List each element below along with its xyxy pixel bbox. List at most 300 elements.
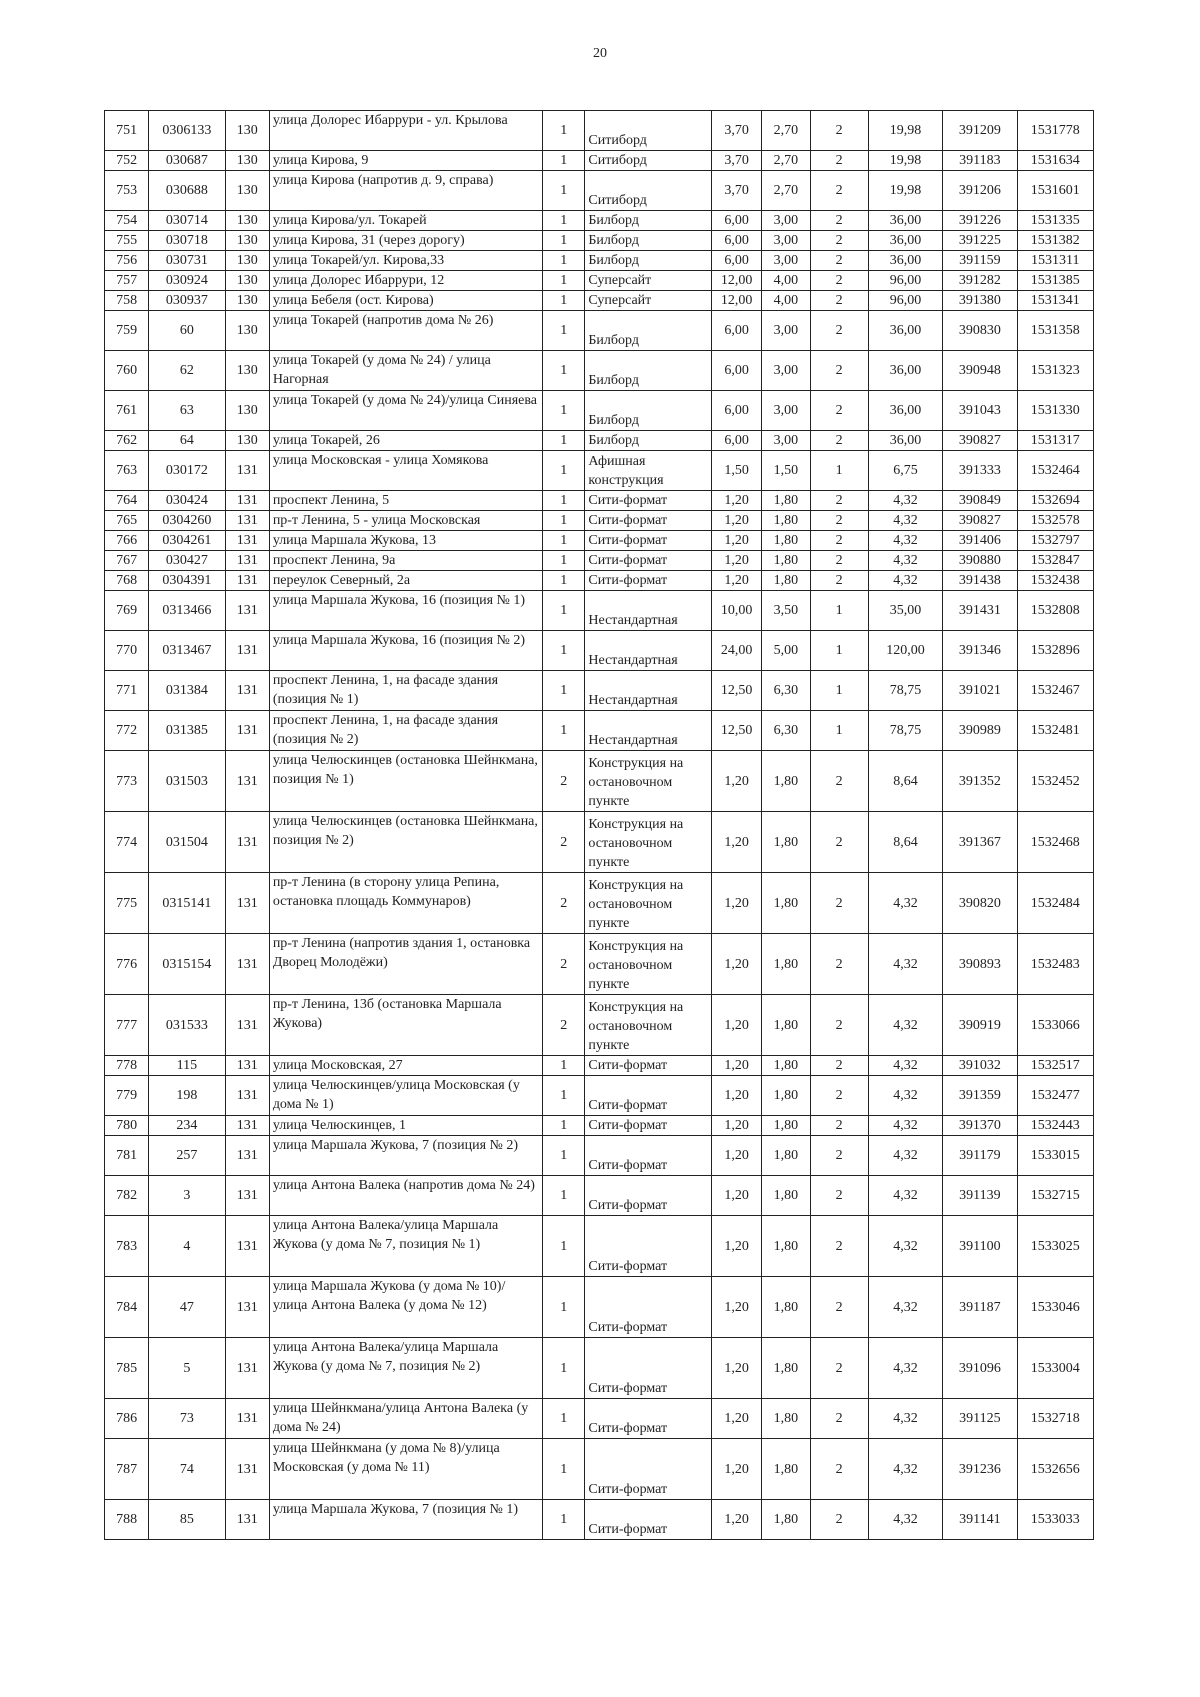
cell-sides: 1	[543, 551, 585, 571]
cell-zone-code: 130	[225, 291, 269, 311]
cell-coord-y: 1531317	[1017, 431, 1093, 451]
cell-area: 19,98	[868, 111, 942, 151]
cell-row-number: 784	[105, 1277, 149, 1338]
cell-address: улица Токарей, 26	[269, 431, 542, 451]
cell-sides: 1	[543, 631, 585, 671]
cell-height: 1,80	[762, 1277, 810, 1338]
cell-width: 6,00	[712, 211, 762, 231]
cell-height: 1,80	[762, 491, 810, 511]
table-row	[105, 111, 1094, 151]
cell-address: улица Токарей (у дома № 24)/улица Синяева	[269, 391, 542, 431]
cell-structure-type: Суперсайт	[585, 271, 712, 291]
cell-row-number: 765	[105, 511, 149, 531]
cell-row-number: 768	[105, 571, 149, 591]
table-row	[105, 431, 1094, 451]
cell-area: 36,00	[868, 431, 942, 451]
cell-width: 1,20	[712, 1216, 762, 1277]
cell-structure-id: 030714	[149, 211, 225, 231]
cell-sides-count: 2	[810, 995, 868, 1056]
cell-width: 12,00	[712, 271, 762, 291]
cell-zone-code: 131	[225, 1399, 269, 1439]
cell-sides-count: 2	[810, 351, 868, 391]
cell-zone-code: 131	[225, 531, 269, 551]
cell-width: 1,20	[712, 1338, 762, 1399]
cell-coord-x: 391370	[943, 1116, 1017, 1136]
table-row	[105, 812, 1094, 873]
cell-width: 1,20	[712, 1116, 762, 1136]
cell-sides: 1	[543, 1136, 585, 1176]
cell-coord-y: 1532483	[1017, 934, 1093, 995]
cell-structure-id: 030731	[149, 251, 225, 271]
cell-area: 4,32	[868, 1056, 942, 1076]
cell-row-number: 761	[105, 391, 149, 431]
cell-sides-count: 2	[810, 571, 868, 591]
cell-zone-code: 130	[225, 271, 269, 291]
cell-row-number: 753	[105, 171, 149, 211]
cell-address: улица Кирова, 9	[269, 151, 542, 171]
cell-height: 1,80	[762, 1136, 810, 1176]
cell-sides: 1	[543, 1116, 585, 1136]
cell-zone-code: 131	[225, 511, 269, 531]
cell-sides: 1	[543, 151, 585, 171]
cell-sides: 2	[543, 995, 585, 1056]
cell-zone-code: 130	[225, 431, 269, 451]
cell-structure-id: 0306133	[149, 111, 225, 151]
cell-row-number: 780	[105, 1116, 149, 1136]
cell-coord-y: 1533066	[1017, 995, 1093, 1056]
cell-coord-x: 391236	[943, 1439, 1017, 1500]
cell-structure-type: Сити-формат	[585, 571, 712, 591]
table-row	[105, 1500, 1094, 1540]
cell-row-number: 762	[105, 431, 149, 451]
cell-width: 1,20	[712, 873, 762, 934]
cell-area: 36,00	[868, 211, 942, 231]
cell-zone-code: 131	[225, 751, 269, 812]
cell-sides: 1	[543, 1176, 585, 1216]
cell-width: 1,20	[712, 511, 762, 531]
cell-height: 3,00	[762, 391, 810, 431]
cell-coord-x: 391032	[943, 1056, 1017, 1076]
cell-coord-x: 390849	[943, 491, 1017, 511]
cell-sides: 1	[543, 271, 585, 291]
cell-coord-x: 391226	[943, 211, 1017, 231]
cell-sides: 1	[543, 1277, 585, 1338]
cell-sides-count: 2	[810, 751, 868, 812]
cell-address: улица Кирова (напротив д. 9, справа)	[269, 171, 542, 211]
cell-width: 3,70	[712, 151, 762, 171]
cell-coord-y: 1532694	[1017, 491, 1093, 511]
cell-structure-id: 74	[149, 1439, 225, 1500]
cell-area: 4,32	[868, 1399, 942, 1439]
cell-address: пр-т Ленина (в сторону улица Репина, остановка площадь Коммунаров)	[269, 873, 542, 934]
cell-sides-count: 2	[810, 1136, 868, 1176]
cell-sides-count: 2	[810, 511, 868, 531]
cell-height: 4,00	[762, 271, 810, 291]
cell-zone-code: 131	[225, 1439, 269, 1500]
table-row	[105, 311, 1094, 351]
cell-structure-type: Сити-формат	[585, 531, 712, 551]
cell-area: 4,32	[868, 1216, 942, 1277]
cell-zone-code: 130	[225, 391, 269, 431]
cell-height: 1,80	[762, 1176, 810, 1216]
cell-row-number: 751	[105, 111, 149, 151]
cell-structure-id: 62	[149, 351, 225, 391]
cell-row-number: 752	[105, 151, 149, 171]
cell-zone-code: 131	[225, 1116, 269, 1136]
cell-coord-y: 1531323	[1017, 351, 1093, 391]
cell-row-number: 756	[105, 251, 149, 271]
cell-height: 6,30	[762, 671, 810, 711]
cell-zone-code: 131	[225, 671, 269, 711]
cell-row-number: 777	[105, 995, 149, 1056]
table-row	[105, 1056, 1094, 1076]
table-row	[105, 671, 1094, 711]
cell-area: 4,32	[868, 571, 942, 591]
cell-address: улица Челюскинцев/улица Московская (у дома № 1)	[269, 1076, 542, 1116]
cell-coord-x: 391100	[943, 1216, 1017, 1277]
cell-sides: 2	[543, 812, 585, 873]
cell-address: улица Челюскинцев, 1	[269, 1116, 542, 1136]
cell-sides: 1	[543, 511, 585, 531]
cell-coord-x: 391179	[943, 1136, 1017, 1176]
cell-structure-type: Сити-формат	[585, 1076, 712, 1116]
cell-area: 8,64	[868, 751, 942, 812]
cell-coord-y: 1533033	[1017, 1500, 1093, 1540]
table-row	[105, 873, 1094, 934]
cell-zone-code: 131	[225, 1136, 269, 1176]
cell-structure-type: Ситиборд	[585, 151, 712, 171]
table-row	[105, 1277, 1094, 1338]
table-row	[105, 211, 1094, 231]
cell-area: 19,98	[868, 151, 942, 171]
cell-coord-y: 1531341	[1017, 291, 1093, 311]
cell-height: 1,80	[762, 1439, 810, 1500]
cell-address: улица Антона Валека/улица Маршала Жукова (у дома № 7, позиция № 1)	[269, 1216, 542, 1277]
cell-address: улица Токарей/ул. Кирова,33	[269, 251, 542, 271]
cell-coord-x: 390880	[943, 551, 1017, 571]
cell-area: 36,00	[868, 391, 942, 431]
cell-width: 1,20	[712, 812, 762, 873]
cell-structure-type: Сити-формат	[585, 491, 712, 511]
cell-row-number: 754	[105, 211, 149, 231]
cell-coord-x: 391043	[943, 391, 1017, 431]
cell-coord-x: 391359	[943, 1076, 1017, 1116]
cell-coord-y: 1532656	[1017, 1439, 1093, 1500]
cell-structure-id: 030937	[149, 291, 225, 311]
cell-structure-id: 64	[149, 431, 225, 451]
cell-structure-id: 3	[149, 1176, 225, 1216]
table-row	[105, 631, 1094, 671]
cell-coord-x: 391406	[943, 531, 1017, 551]
cell-width: 6,00	[712, 351, 762, 391]
cell-structure-id: 60	[149, 311, 225, 351]
cell-structure-type: Сити-формат	[585, 1116, 712, 1136]
cell-structure-id: 234	[149, 1116, 225, 1136]
cell-zone-code: 131	[225, 995, 269, 1056]
cell-sides: 1	[543, 311, 585, 351]
cell-coord-x: 391183	[943, 151, 1017, 171]
cell-coord-y: 1532715	[1017, 1176, 1093, 1216]
cell-coord-y: 1532464	[1017, 451, 1093, 491]
cell-structure-id: 0313466	[149, 591, 225, 631]
cell-sides: 1	[543, 1076, 585, 1116]
cell-width: 24,00	[712, 631, 762, 671]
table-row	[105, 491, 1094, 511]
cell-row-number: 786	[105, 1399, 149, 1439]
cell-area: 4,32	[868, 1136, 942, 1176]
cell-zone-code: 131	[225, 491, 269, 511]
cell-zone-code: 131	[225, 1277, 269, 1338]
cell-structure-id: 0315154	[149, 934, 225, 995]
cell-address: улица Токарей (напротив дома № 26)	[269, 311, 542, 351]
cell-height: 1,80	[762, 511, 810, 531]
cell-sides: 1	[543, 291, 585, 311]
cell-sides-count: 2	[810, 311, 868, 351]
cell-sides: 1	[543, 171, 585, 211]
cell-zone-code: 131	[225, 812, 269, 873]
cell-address: улица Бебеля (ост. Кирова)	[269, 291, 542, 311]
cell-structure-id: 0304391	[149, 571, 225, 591]
cell-width: 12,00	[712, 291, 762, 311]
cell-width: 6,00	[712, 311, 762, 351]
cell-address: улица Долорес Ибаррури - ул. Крылова	[269, 111, 542, 151]
cell-sides: 1	[543, 671, 585, 711]
cell-sides: 1	[543, 1338, 585, 1399]
cell-height: 3,00	[762, 251, 810, 271]
cell-coord-x: 391141	[943, 1500, 1017, 1540]
cell-zone-code: 131	[225, 591, 269, 631]
cell-height: 1,80	[762, 751, 810, 812]
cell-coord-y: 1532847	[1017, 551, 1093, 571]
cell-row-number: 763	[105, 451, 149, 491]
cell-sides-count: 2	[810, 1399, 868, 1439]
cell-sides-count: 2	[810, 271, 868, 291]
cell-structure-type: Сити-формат	[585, 1399, 712, 1439]
cell-height: 1,50	[762, 451, 810, 491]
cell-coord-x: 390989	[943, 711, 1017, 751]
cell-sides: 1	[543, 391, 585, 431]
cell-width: 1,20	[712, 1176, 762, 1216]
cell-address: улица Антона Валека/улица Маршала Жукова (у дома № 7, позиция № 2)	[269, 1338, 542, 1399]
cell-structure-type: Нестандартная	[585, 631, 712, 671]
cell-zone-code: 131	[225, 934, 269, 995]
cell-structure-type: Билборд	[585, 431, 712, 451]
cell-coord-y: 1532808	[1017, 591, 1093, 631]
cell-zone-code: 131	[225, 1056, 269, 1076]
cell-address: проспект Ленина, 9а	[269, 551, 542, 571]
cell-sides: 1	[543, 1500, 585, 1540]
cell-sides-count: 2	[810, 491, 868, 511]
table-row	[105, 451, 1094, 491]
cell-sides-count: 2	[810, 1056, 868, 1076]
cell-row-number: 785	[105, 1338, 149, 1399]
cell-coord-x: 391139	[943, 1176, 1017, 1216]
cell-coord-x: 391096	[943, 1338, 1017, 1399]
cell-structure-id: 115	[149, 1056, 225, 1076]
cell-area: 35,00	[868, 591, 942, 631]
table-row	[105, 171, 1094, 211]
cell-sides-count: 1	[810, 631, 868, 671]
cell-row-number: 787	[105, 1439, 149, 1500]
cell-coord-y: 1532797	[1017, 531, 1093, 551]
cell-zone-code: 131	[225, 1216, 269, 1277]
cell-row-number: 771	[105, 671, 149, 711]
cell-row-number: 770	[105, 631, 149, 671]
cell-width: 1,20	[712, 551, 762, 571]
cell-coord-x: 391431	[943, 591, 1017, 631]
cell-row-number: 764	[105, 491, 149, 511]
cell-sides: 1	[543, 1216, 585, 1277]
cell-structure-id: 0313467	[149, 631, 225, 671]
cell-structure-id: 0315141	[149, 873, 225, 934]
cell-coord-x: 391159	[943, 251, 1017, 271]
cell-address: пр-т Ленина, 13б (остановка Маршала Жукова)	[269, 995, 542, 1056]
cell-height: 3,00	[762, 231, 810, 251]
cell-structure-id: 257	[149, 1136, 225, 1176]
cell-height: 1,80	[762, 571, 810, 591]
cell-height: 4,00	[762, 291, 810, 311]
cell-coord-x: 391209	[943, 111, 1017, 151]
cell-structure-type: Сити-формат	[585, 1439, 712, 1500]
cell-width: 1,20	[712, 1056, 762, 1076]
cell-structure-id: 030424	[149, 491, 225, 511]
cell-coord-y: 1531311	[1017, 251, 1093, 271]
cell-coord-x: 391125	[943, 1399, 1017, 1439]
cell-sides-count: 2	[810, 1116, 868, 1136]
cell-structure-type: Конструкция на остановочном пункте	[585, 812, 712, 873]
cell-sides: 2	[543, 873, 585, 934]
cell-area: 36,00	[868, 311, 942, 351]
cell-structure-id: 031504	[149, 812, 225, 873]
cell-row-number: 781	[105, 1136, 149, 1176]
cell-area: 8,64	[868, 812, 942, 873]
cell-coord-x: 391206	[943, 171, 1017, 211]
cell-height: 1,80	[762, 551, 810, 571]
cell-sides: 1	[543, 231, 585, 251]
cell-structure-type: Нестандартная	[585, 591, 712, 631]
cell-row-number: 772	[105, 711, 149, 751]
cell-width: 3,70	[712, 111, 762, 151]
cell-sides-count: 2	[810, 551, 868, 571]
cell-sides: 2	[543, 751, 585, 812]
cell-address: улица Шейнкмана/улица Антона Валека (у дома № 24)	[269, 1399, 542, 1439]
cell-width: 1,20	[712, 751, 762, 812]
cell-structure-type: Сити-формат	[585, 1500, 712, 1540]
cell-sides-count: 2	[810, 1076, 868, 1116]
cell-height: 1,80	[762, 1216, 810, 1277]
cell-sides-count: 2	[810, 1277, 868, 1338]
table-row	[105, 291, 1094, 311]
table-row	[105, 351, 1094, 391]
cell-sides-count: 2	[810, 1500, 868, 1540]
cell-address: улица Кирова/ул. Токарей	[269, 211, 542, 231]
cell-coord-x: 390948	[943, 351, 1017, 391]
cell-coord-y: 1533025	[1017, 1216, 1093, 1277]
cell-coord-x: 390827	[943, 511, 1017, 531]
cell-coord-y: 1531601	[1017, 171, 1093, 211]
cell-width: 6,00	[712, 431, 762, 451]
cell-row-number: 758	[105, 291, 149, 311]
cell-zone-code: 131	[225, 873, 269, 934]
cell-sides-count: 2	[810, 873, 868, 934]
advertising-structures-table	[104, 110, 1094, 1540]
cell-area: 96,00	[868, 271, 942, 291]
cell-address: улица Челюскинцев (остановка Шейнкмана, позиция № 1)	[269, 751, 542, 812]
cell-address: улица Маршала Жукова, 16 (позиция № 2)	[269, 631, 542, 671]
cell-coord-x: 391367	[943, 812, 1017, 873]
cell-coord-x: 390827	[943, 431, 1017, 451]
cell-coord-y: 1532484	[1017, 873, 1093, 934]
cell-address: пр-т Ленина, 5 - улица Московская	[269, 511, 542, 531]
cell-structure-id: 030172	[149, 451, 225, 491]
cell-address: проспект Ленина, 1, на фасаде здания (позиция № 2)	[269, 711, 542, 751]
cell-sides: 2	[543, 934, 585, 995]
cell-coord-x: 391380	[943, 291, 1017, 311]
cell-row-number: 774	[105, 812, 149, 873]
table-row	[105, 1216, 1094, 1277]
cell-sides-count: 1	[810, 591, 868, 631]
cell-structure-type: Ситиборд	[585, 111, 712, 151]
cell-zone-code: 131	[225, 1338, 269, 1399]
table-row	[105, 391, 1094, 431]
cell-height: 1,80	[762, 1500, 810, 1540]
cell-structure-id: 73	[149, 1399, 225, 1439]
cell-sides-count: 2	[810, 934, 868, 995]
cell-height: 3,00	[762, 351, 810, 391]
cell-width: 3,70	[712, 171, 762, 211]
cell-address: улица Московская, 27	[269, 1056, 542, 1076]
table-row	[105, 571, 1094, 591]
cell-structure-id: 030427	[149, 551, 225, 571]
cell-row-number: 788	[105, 1500, 149, 1540]
cell-address: улица Маршала Жукова, 16 (позиция № 1)	[269, 591, 542, 631]
cell-area: 4,32	[868, 491, 942, 511]
cell-coord-x: 390830	[943, 311, 1017, 351]
cell-sides-count: 2	[810, 1176, 868, 1216]
table-row	[105, 751, 1094, 812]
cell-sides: 1	[543, 711, 585, 751]
cell-row-number: 773	[105, 751, 149, 812]
cell-height: 3,00	[762, 431, 810, 451]
cell-row-number: 755	[105, 231, 149, 251]
cell-sides-count: 2	[810, 231, 868, 251]
cell-address: переулок Северный, 2а	[269, 571, 542, 591]
cell-coord-x: 391225	[943, 231, 1017, 251]
cell-structure-type: Нестандартная	[585, 671, 712, 711]
table-row	[105, 711, 1094, 751]
cell-sides-count: 1	[810, 711, 868, 751]
cell-row-number: 760	[105, 351, 149, 391]
cell-row-number: 767	[105, 551, 149, 571]
cell-row-number: 779	[105, 1076, 149, 1116]
cell-address: улица Шейнкмана (у дома № 8)/улица Московская (у дома № 11)	[269, 1439, 542, 1500]
cell-width: 1,20	[712, 1399, 762, 1439]
cell-row-number: 783	[105, 1216, 149, 1277]
table-row	[105, 511, 1094, 531]
cell-structure-type: Сити-формат	[585, 511, 712, 531]
cell-coord-y: 1532517	[1017, 1056, 1093, 1076]
cell-zone-code: 131	[225, 451, 269, 491]
cell-coord-y: 1532481	[1017, 711, 1093, 751]
cell-height: 1,80	[762, 995, 810, 1056]
cell-structure-type: Билборд	[585, 391, 712, 431]
cell-address: улица Маршала Жукова, 7 (позиция № 1)	[269, 1500, 542, 1540]
table-row	[105, 1116, 1094, 1136]
cell-zone-code: 131	[225, 1076, 269, 1116]
cell-structure-id: 4	[149, 1216, 225, 1277]
cell-sides-count: 2	[810, 431, 868, 451]
cell-structure-type: Сити-формат	[585, 1136, 712, 1176]
